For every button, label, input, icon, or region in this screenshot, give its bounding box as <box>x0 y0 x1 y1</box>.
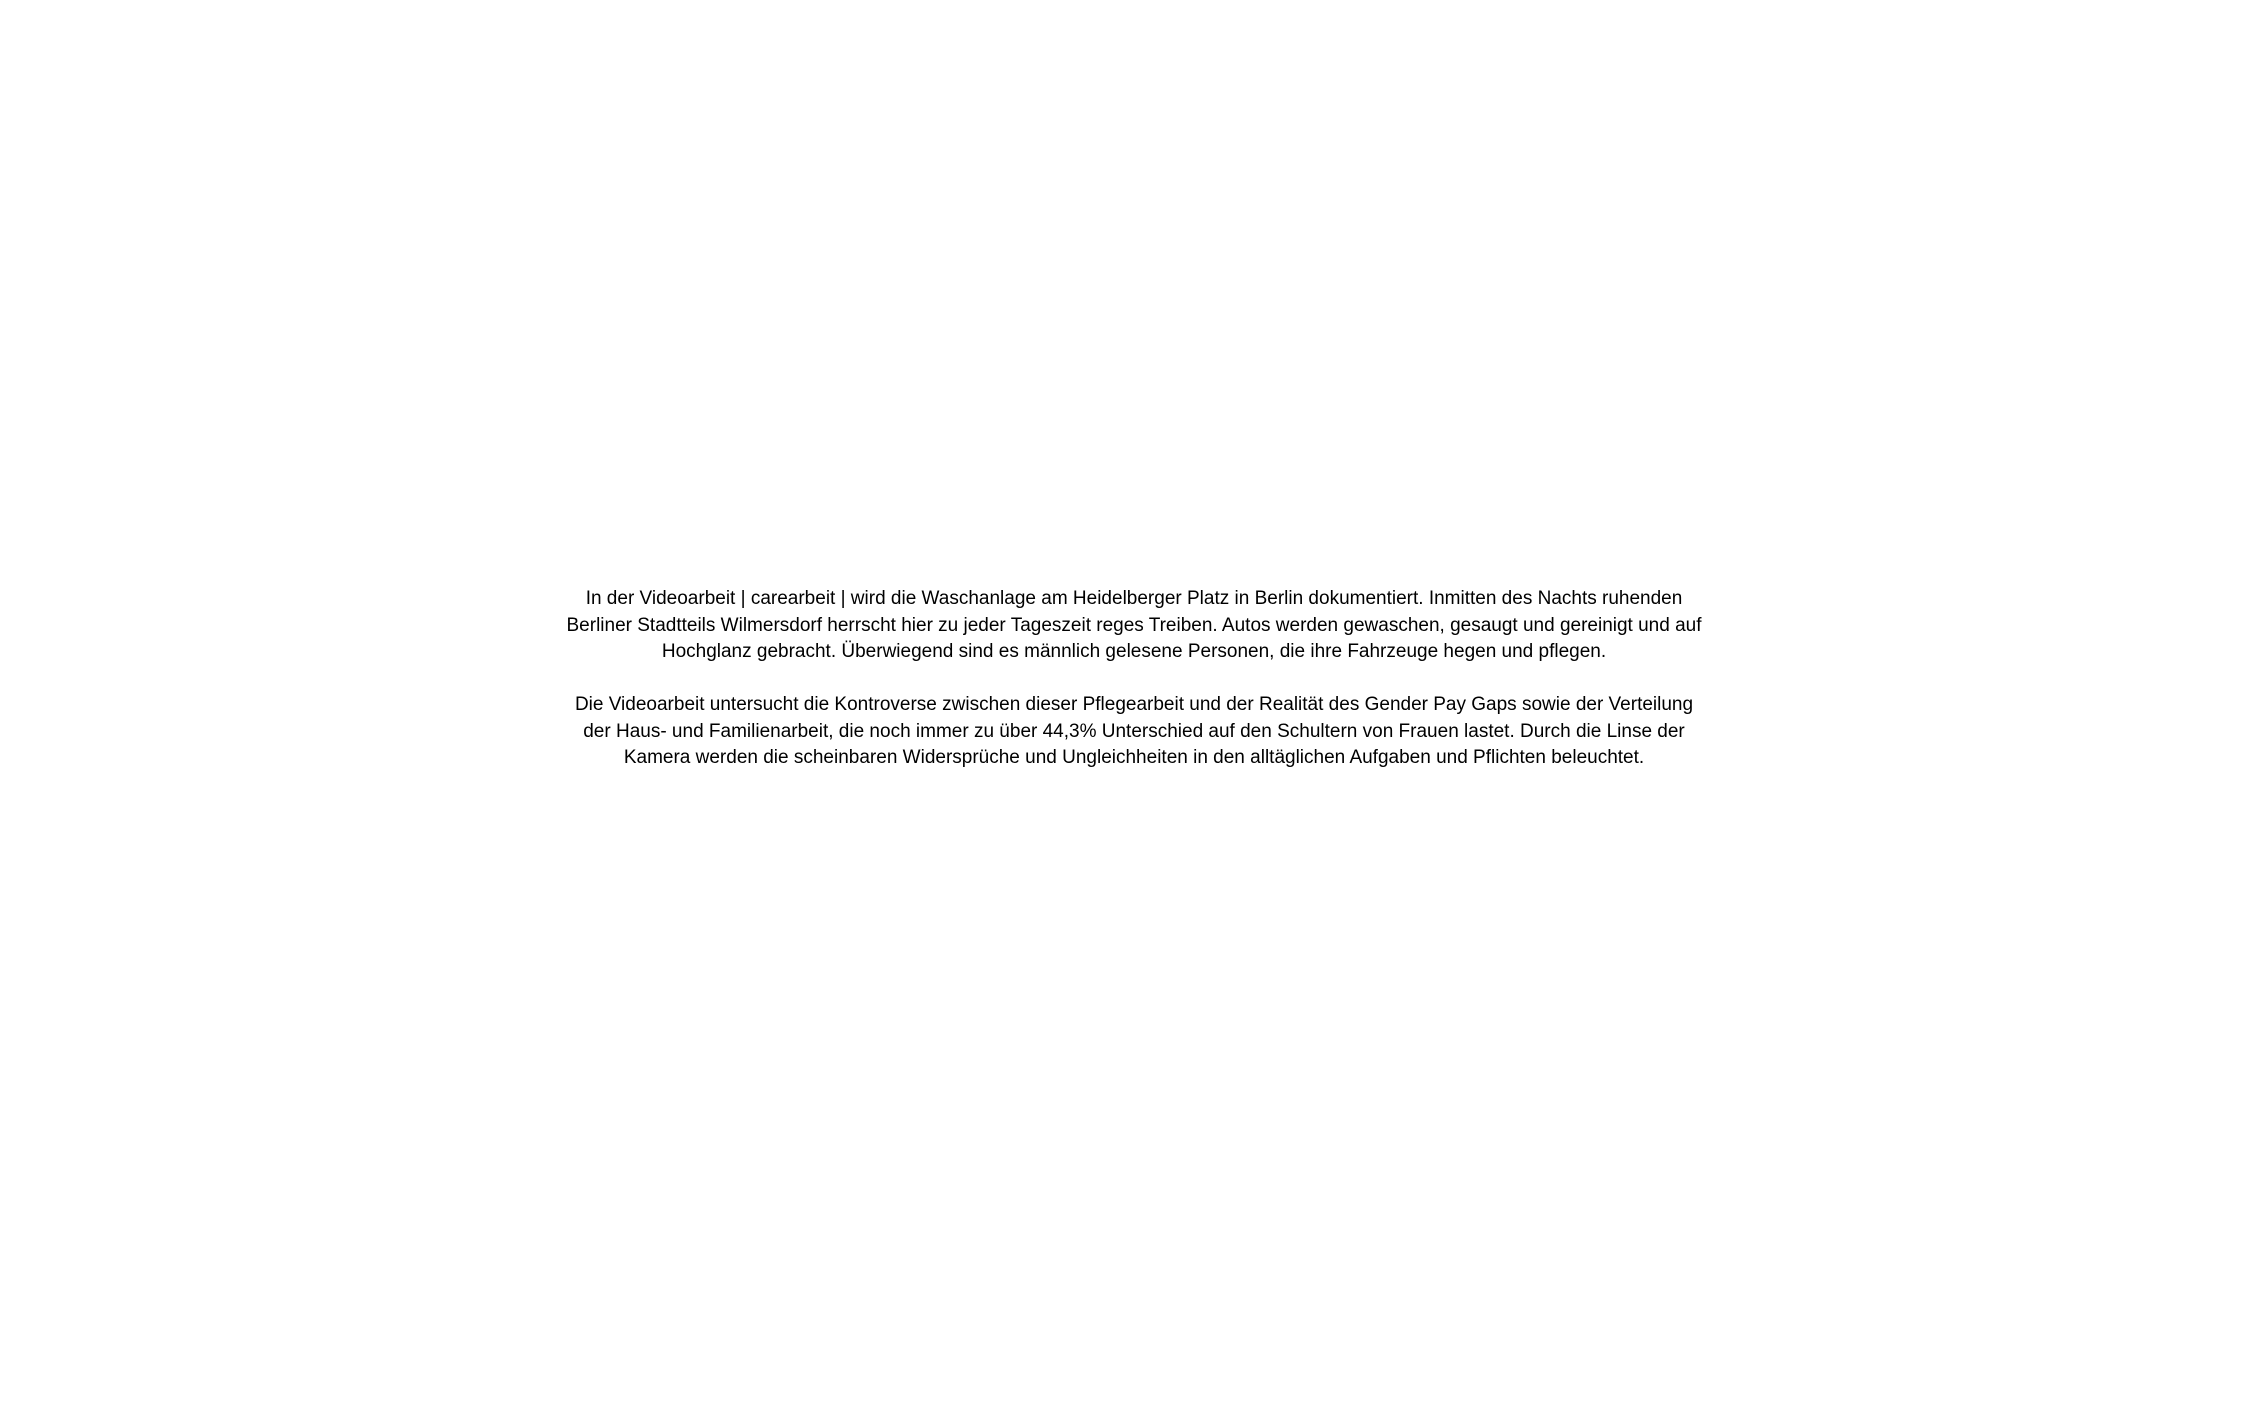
description-paragraph-1: In der Videoarbeit | carearbeit | wird die Waschanlage am Heidelberger Platz in Berlin dokumentiert. Inmitten des Nachts ruhenden Berliner Stadtteils Wilmersdorf herrscht hier zu jeder Tageszeit reges Treiben. Autos werden gewaschen, gesaugt und gereinigt und auf Hochglanz gebracht. Überwiegend sind es männlich gelesene Personen, die ihre Fahrzeuge hegen und pflegen. <box>566 588 1702 662</box>
description-paragraph-2: Die Videoarbeit untersucht die Kontroverse zwischen dieser Pflegearbeit und der Realität des Gender Pay Gaps sowie der Verteilung der Haus- und Familienarbeit, die noch immer zu über 44,3% Unterschied auf den Schultern von Frauen lastet. Durch die Linse der Kamera werden die scheinbaren Widersprüche und Ungleichheiten in den alltäglichen Aufgaben und Pflichten beleuchtet. <box>574 694 1694 768</box>
project-description <box>560 586 1708 772</box>
